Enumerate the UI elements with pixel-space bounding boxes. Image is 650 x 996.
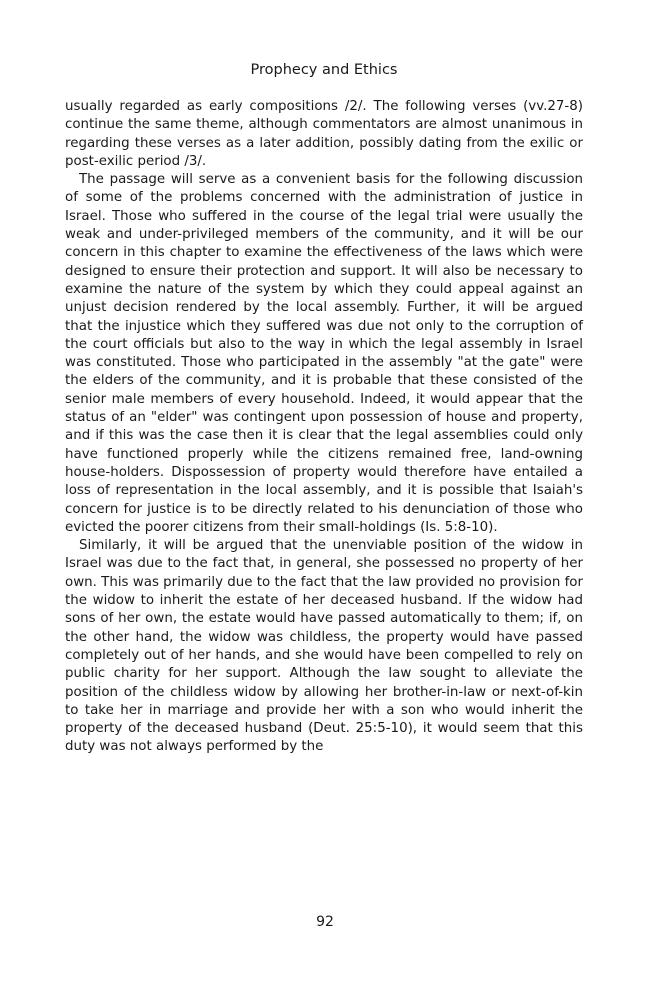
paragraph-2: The passage will serve as a convenient basis for the following discussion of some of the problems concerned with the administration of justice in Israel. Those who suffered in the course of the legal trial were usually the weak and under-privileged members of the community, and it will be our concern in this chapter to examine the effectiveness of the laws which were designed to ensure their protection and support. It will also be necessary to examine the nature of the system by which they could appeal against an unjust decision rendered by the local assembly. Further, it will be argued that the injustice which they suffered was due not only to the corruption of the court officials but also to the way in which the legal assembly in Israel was constituted. Those who participated in the assembly "at the gate" were the elders of the community, and it is probable that these consisted of the senior male members of every household. Indeed, it would appear that the status of an "elder" was contingent upon possession of house and property, and if this was the case then it is clear that the legal assemblies could only have functioned properly while the citizens remained free, land-owning house-holders. Dispossession of property would therefore have entailed a loss of representation in the local assembly, and it is possible that Isaiah's concern for justice is to be directly related to his denunciation of those who evicted the poorer citizens from their small-holdings (Is. 5:8-10). [65, 172, 583, 535]
body-text [65, 98, 583, 757]
paragraph-1: usually regarded as early compositions /2/. The following verses (vv.27-8) continue the same theme, although commentators are almost unanimous in regarding these verses as a later addition, possibly dating from the exilic or post-exilic period /3/. [65, 99, 583, 169]
paragraph-3: Similarly, it will be argued that the unenviable position of the widow in Israel was due to the fact that, in general, she possessed no property of her own. This was primarily due to the fact that the law provided no provision for the widow to inherit the estate of her deceased husband. If the widow had sons of her own, the estate would have passed automatically to them; if, on the other hand, the widow was childless, the property would have passed completely out of her hands, and she would have been compelled to rely on public charity for her support. Although the law sought to alleviate the position of the childless widow by allowing her brother-in-law or next-of-kin to take her in marriage and provide her with a son who would inherit the property of the deceased husband (Deut. 25:5-10), it would seem that this duty was not always performed by the [65, 538, 583, 755]
page-number: 92 [316, 914, 334, 930]
running-head: Prophecy and Ethics [250, 62, 398, 78]
page [65, 60, 583, 757]
